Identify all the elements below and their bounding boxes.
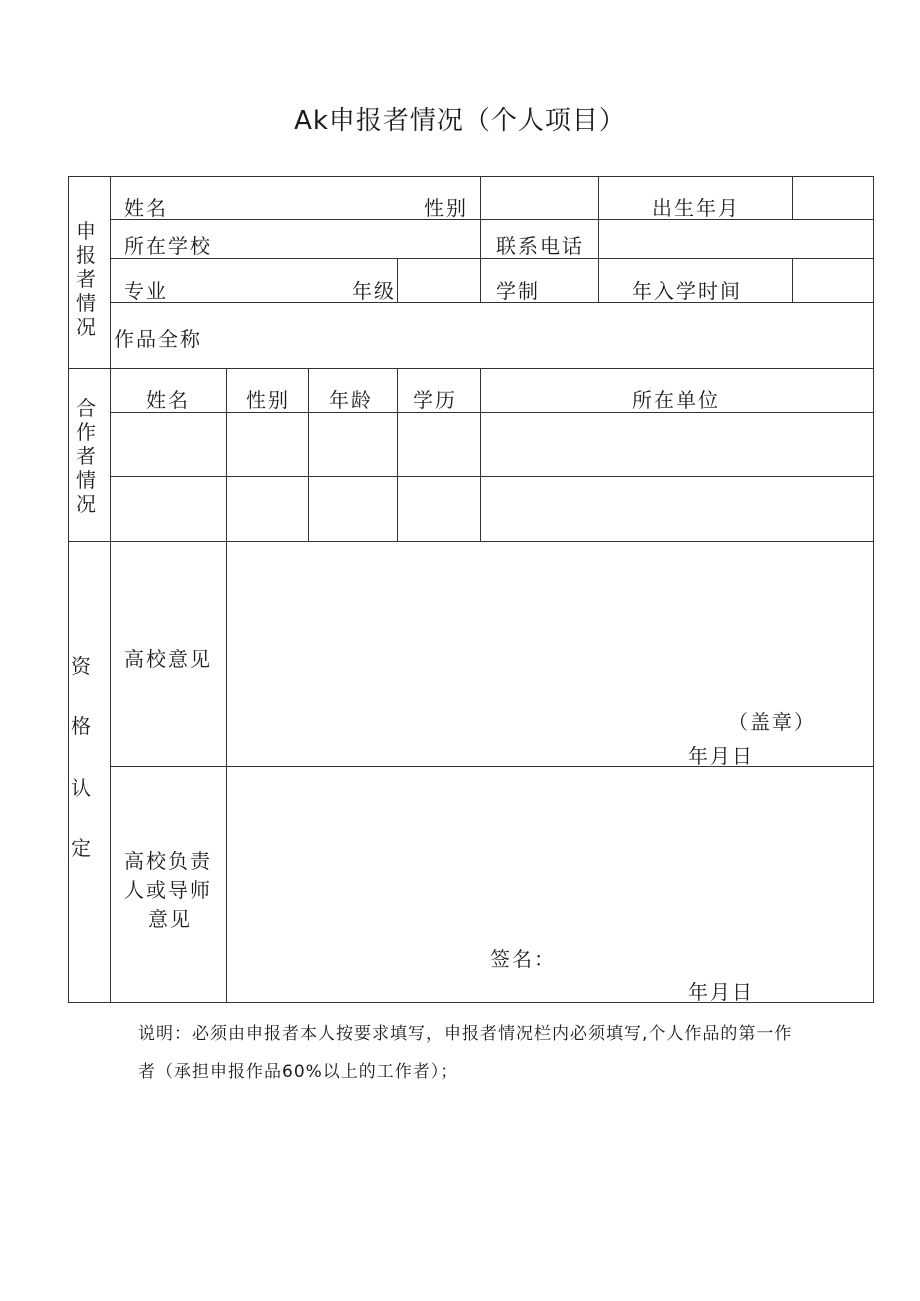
col-line: [480, 176, 481, 220]
label-gender: 性别: [424, 196, 468, 220]
label-sign: 签名：: [490, 947, 556, 971]
coop-header-name: 姓名: [146, 388, 190, 412]
label-school: 所在学校: [124, 234, 212, 258]
note-line-1: 说明：必须由申报者本人按要求填写，申报者情况栏内必须填写,个人作品的第一作: [138, 1024, 793, 1044]
cooperator-section-label: 合作者情况: [76, 396, 96, 516]
label-phone: 联系电话: [496, 234, 584, 258]
label-leader-opinion-line1: 高校负责: [124, 849, 212, 873]
row-line: [110, 219, 874, 220]
coop-header-unit: 所在单位: [632, 388, 720, 412]
label-leader-opinion-line3: 意见: [148, 907, 192, 931]
qualification-char: 资: [71, 654, 91, 678]
coop-header-gender: 性别: [246, 388, 290, 412]
qualification-char: 认: [71, 776, 91, 800]
label-birth: 出生年月: [652, 196, 740, 220]
col-line: [226, 368, 227, 542]
qualification-char: 格: [71, 714, 91, 738]
label-leader-opinion-line2: 人或导师: [124, 878, 212, 902]
label-work-title: 作品全称: [114, 327, 202, 351]
col-line: [792, 258, 793, 303]
table-border-top: [68, 176, 874, 177]
label-stamp: （盖章）: [728, 710, 816, 734]
page-title: Ak申报者情况（个人项目）: [294, 106, 626, 136]
col-line: [792, 176, 793, 220]
label-enroll: 年入学时间: [632, 279, 742, 303]
label-date-1: 年月日: [688, 744, 754, 768]
row-line: [110, 476, 874, 477]
table-border-right: [873, 176, 874, 1003]
section-divider: [110, 176, 111, 1003]
col-line: [480, 219, 481, 259]
col-line: [226, 541, 227, 1003]
col-line: [397, 368, 398, 542]
label-major: 专业: [124, 279, 168, 303]
coop-header-education: 学历: [413, 388, 457, 412]
table-border-left: [68, 176, 69, 1003]
col-line: [598, 176, 599, 303]
label-system: 学制: [496, 279, 540, 303]
col-line: [308, 368, 309, 542]
row-line: [110, 766, 874, 767]
applicant-section-label: 申报者情况: [76, 219, 96, 339]
label-date-2: 年月日: [688, 980, 754, 1004]
coop-header-age: 年龄: [329, 388, 373, 412]
label-school-opinion: 高校意见: [124, 647, 212, 671]
row-line: [110, 412, 874, 413]
row-line: [68, 541, 874, 542]
col-line: [397, 258, 398, 303]
col-line: [480, 368, 481, 542]
row-line: [68, 368, 874, 369]
row-line: [110, 258, 874, 259]
col-line: [480, 258, 481, 303]
label-grade: 年级: [352, 279, 396, 303]
row-line: [110, 302, 874, 303]
label-name: 姓名: [124, 196, 168, 220]
qualification-char: 定: [71, 836, 91, 860]
note-line-2: 者（承担申报作品60%以上的工作者）；: [138, 1062, 459, 1082]
